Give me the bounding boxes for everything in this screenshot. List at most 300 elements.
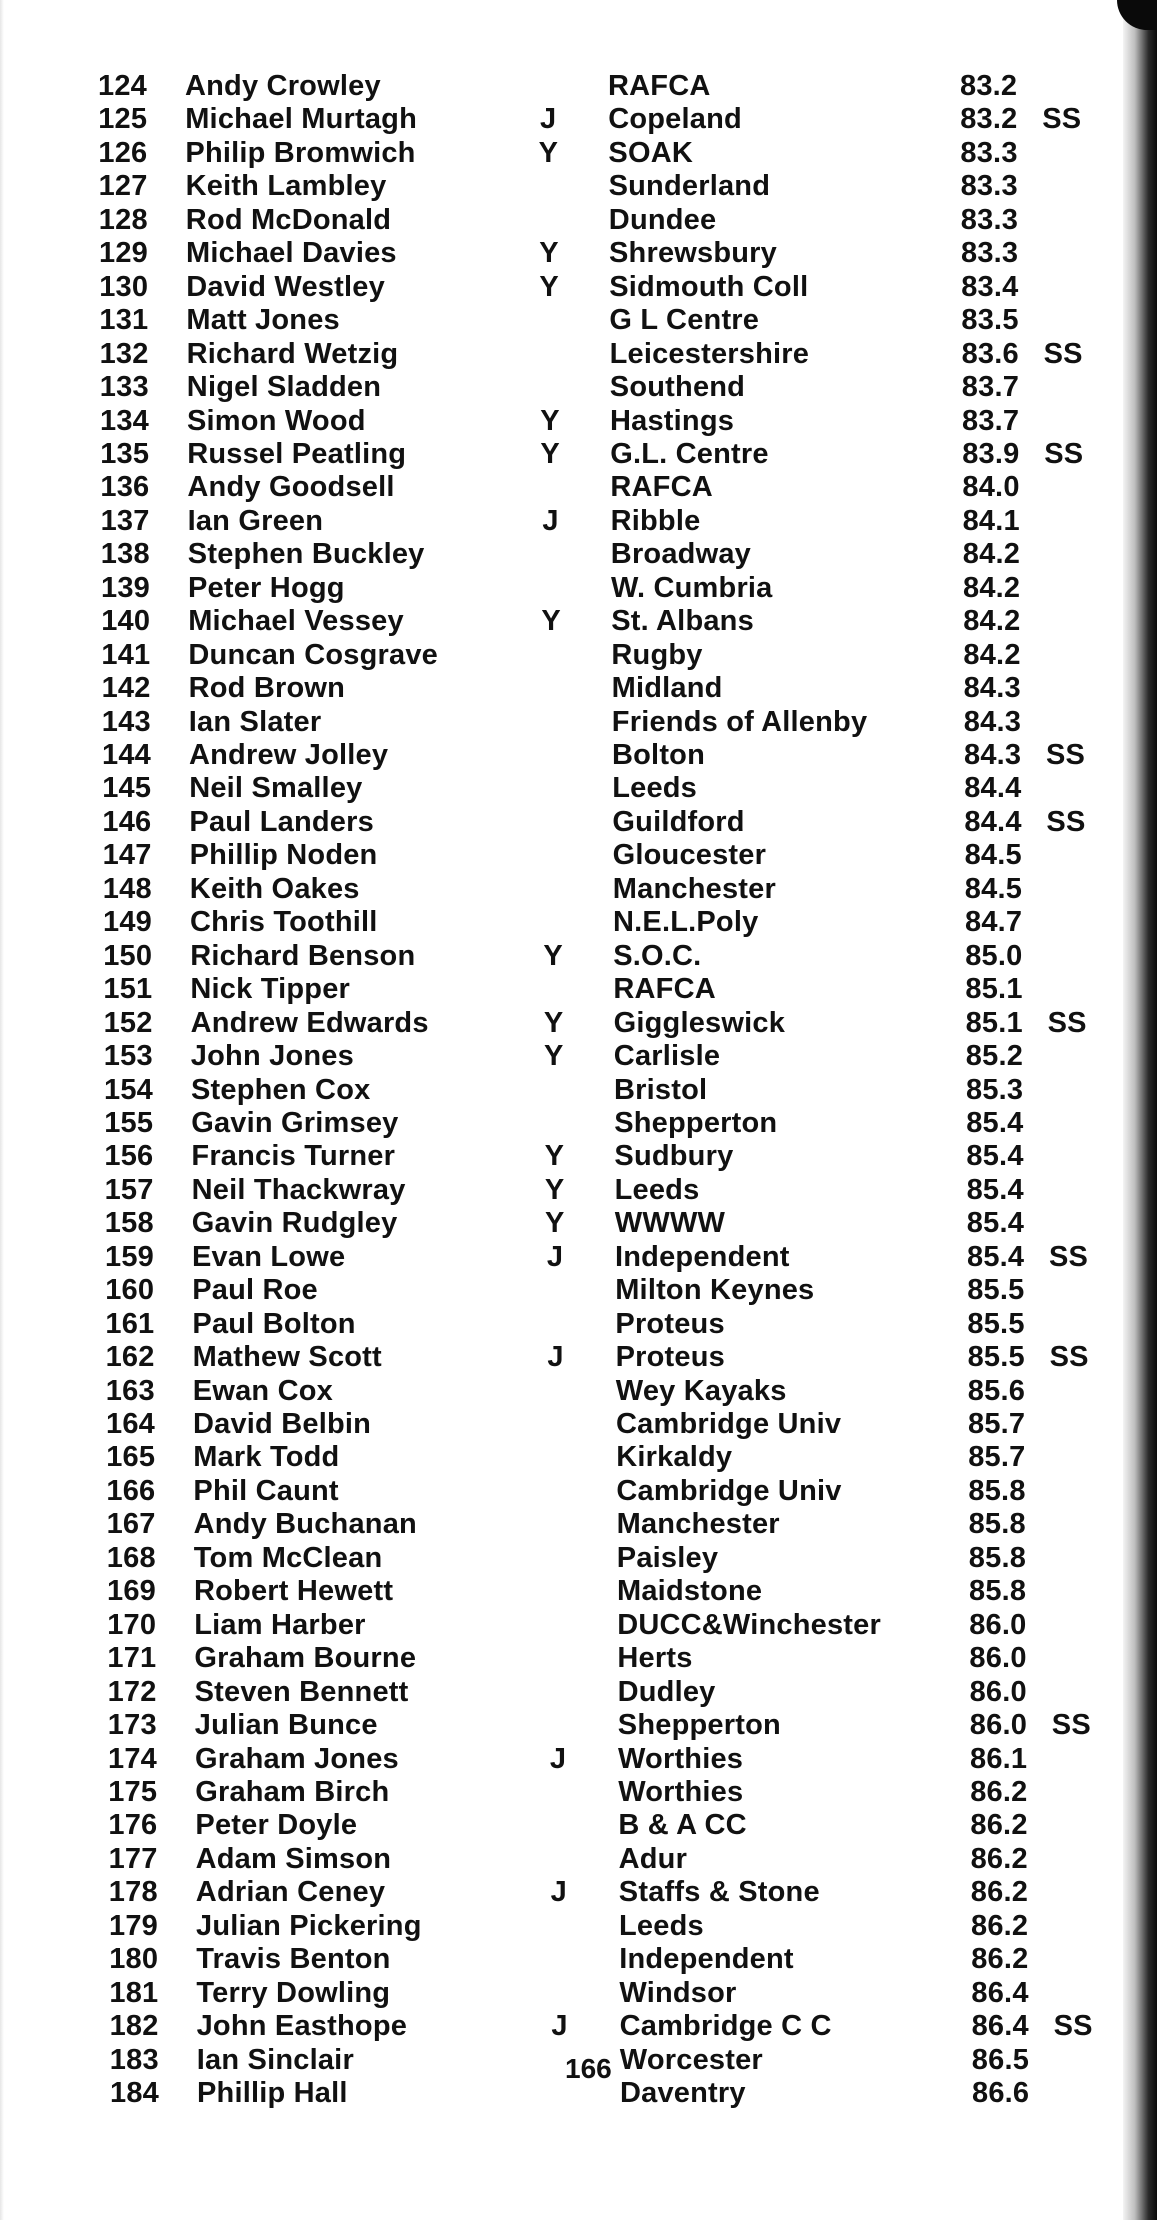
result-time: 84.1 [962,504,1020,537]
result-time: 83.3 [961,237,1019,270]
result-position: 156 [104,1140,154,1173]
club-name: Leeds [614,1173,700,1206]
result-row [1,271,1121,304]
result-time: 85.6 [967,1374,1026,1407]
result-position: 173 [107,1709,157,1742]
club-name: Staffs & Stone [618,1876,820,1909]
result-time: 85.8 [968,1474,1026,1507]
result-row [4,772,1124,805]
competitor-name: Graham Birch [195,1775,390,1808]
result-position: 181 [109,1976,159,2009]
result-row [7,1174,1127,1207]
result-position: 141 [101,638,151,671]
competitor-name: David Westley [186,270,385,303]
club-name: Rugby [611,638,703,671]
result-time: 84.3 [964,739,1022,771]
result-position: 152 [103,1006,153,1039]
result-time: 83.6 [961,337,1019,370]
age-category: J [542,504,559,537]
result-row [11,1977,1131,2010]
result-time: 85.4 [966,1207,1025,1240]
competitor-name: Ian Slater [188,705,322,738]
result-row [3,538,1123,571]
competitor-name: John Jones [190,1040,354,1073]
club-name: RAFCA [613,973,716,1006]
result-position: 136 [100,471,150,504]
competitor-name: Russel Peatling [187,437,407,470]
result-position: 139 [101,571,150,604]
club-name: Giggleswick [613,1006,786,1039]
competitor-name: Philip Bromwich [185,136,416,169]
result-row [3,639,1123,672]
competitor-name: Neil Smalley [189,772,363,805]
result-row [5,973,1125,1006]
result-time: 85.8 [968,1508,1026,1541]
competitor-name: Keith Oakes [189,872,360,905]
club-name: N.E.L.Poly [613,906,759,939]
age-category: Y [540,437,560,470]
result-position: 161 [105,1307,155,1340]
club-name: Manchester [612,872,776,905]
club-name: Windsor [619,1976,737,2009]
result-note: SS [1049,1240,1089,1273]
result-note: SS [1046,805,1086,838]
result-position: 134 [100,404,149,437]
age-category: Y [545,1207,565,1240]
result-time: 85.7 [968,1441,1026,1474]
competitor-name: Tom McClean [193,1541,383,1574]
result-time: 86.4 [971,2010,1029,2043]
result-time: 86.0 [969,1709,1028,1742]
club-name: Cambridge Univ [616,1474,842,1507]
result-position: 150 [103,939,153,972]
competitor-name: Francis Turner [191,1140,396,1173]
result-row [1,170,1121,203]
result-time: 85.8 [969,1575,1027,1608]
result-position: 180 [109,1943,159,1976]
age-category: J [549,1742,567,1775]
result-row [2,371,1122,404]
club-name: Proteus [615,1307,725,1340]
club-name: Adur [618,1842,688,1875]
club-name: G L Centre [609,304,760,337]
result-note: SS [1047,1006,1087,1039]
result-position: 149 [103,906,152,939]
age-category: Y [543,939,563,972]
club-name: RAFCA [608,70,711,102]
result-position: 147 [102,839,152,872]
result-row [1,304,1121,337]
result-row [3,505,1123,538]
club-name: Manchester [616,1508,780,1541]
competitor-name: Ewan Cox [192,1374,333,1407]
result-position: 146 [102,805,152,838]
result-time: 85.4 [966,1106,1024,1139]
competitor-name: Andrew Jolley [189,739,389,771]
competitor-name: John Easthope [196,2010,408,2043]
result-row [11,1876,1131,1909]
competitor-name: Travis Benton [196,1943,391,1976]
competitor-name: Graham Bourne [194,1642,417,1675]
competitor-name: Matt Jones [186,304,340,337]
result-time: 83.2 [960,103,1018,136]
result-position: 153 [103,1040,153,1073]
competitor-name: Ian Sinclair [196,2043,354,2076]
competitor-name: David Belbin [193,1408,372,1440]
result-row [8,1408,1128,1441]
club-name: Independent [619,1943,794,1976]
result-time: 86.2 [971,1943,1029,1976]
result-row [11,1910,1131,1943]
competitor-name: Andy Crowley [185,70,381,102]
result-time: 86.0 [969,1642,1027,1675]
result-time: 84.2 [963,605,1021,638]
result-row [8,1441,1128,1474]
result-note: SS [1051,1709,1091,1742]
result-time: 84.5 [964,872,1023,905]
club-name: Worthies [618,1742,744,1775]
result-row [7,1241,1127,1274]
result-row [6,1007,1126,1040]
competitor-name: Ian Green [187,504,324,537]
result-row [2,438,1122,471]
page-number: 166 [565,2053,612,2084]
competitor-name: Adrian Ceney [195,1876,386,1909]
result-time: 86.0 [969,1675,1027,1708]
result-position: 178 [108,1876,158,1909]
competitor-name: Andy Goodsell [187,471,395,504]
result-time: 86.2 [970,1809,1028,1842]
result-position: 125 [98,103,148,136]
club-name: Gloucester [612,839,767,872]
club-name: Guildford [612,805,745,838]
club-name: Paisley [616,1541,719,1574]
age-category: J [546,1240,564,1273]
competitor-name: Michael Murtagh [185,103,418,136]
result-time: 85.2 [965,1040,1024,1073]
result-position: 142 [101,672,151,705]
result-row [2,471,1122,504]
club-name: Ribble [610,504,701,537]
competitor-name: Graham Jones [195,1742,399,1775]
competitor-name: Mark Todd [193,1441,340,1474]
result-position: 159 [105,1240,154,1273]
result-position: 160 [105,1274,155,1307]
result-time: 85.0 [965,939,1023,972]
competitor-name: Peter Hogg [188,571,345,604]
result-row [6,1107,1126,1140]
club-name: Carlisle [613,1040,721,1073]
result-position: 174 [108,1742,157,1775]
result-row [7,1207,1127,1240]
result-note: SS [1042,103,1082,136]
result-position: 133 [99,371,149,404]
club-name: Leicestershire [609,337,810,370]
result-time: 84.4 [964,805,1022,838]
club-name: Dudley [617,1675,716,1708]
age-category: J [540,103,557,136]
result-position: 177 [108,1842,158,1875]
result-position: 130 [99,270,149,303]
competitor-name: Terry Dowling [196,1976,391,2009]
competitor-name: Gavin Grimsey [191,1106,399,1139]
result-row [2,338,1122,371]
result-position: 140 [101,605,151,638]
age-category: Y [539,270,559,303]
result-time: 84.7 [965,906,1023,939]
result-position: 126 [98,136,148,169]
result-row [10,1776,1130,1809]
result-row [7,1308,1127,1341]
result-position: 135 [100,437,150,470]
result-row [10,1709,1130,1742]
competitor-name: Mathew Scott [192,1341,382,1374]
result-position: 145 [102,772,152,805]
competitor-name: Adam Simson [195,1842,392,1875]
result-position: 124 [98,70,147,102]
club-name: Wey Kayaks [615,1374,787,1407]
competitor-name: Peter Doyle [195,1809,358,1842]
result-time: 84.5 [964,839,1022,872]
competitor-name: Simon Wood [187,404,366,437]
result-time: 83.3 [960,203,1019,236]
result-row [6,1074,1126,1107]
result-row [6,1140,1126,1173]
result-row [8,1475,1128,1508]
result-row [8,1341,1128,1374]
competitor-name: Evan Lowe [192,1240,346,1273]
result-position: 175 [108,1775,158,1808]
result-position: 148 [102,872,152,905]
result-position: 172 [107,1675,157,1708]
result-position: 183 [109,2043,159,2076]
result-row [11,1943,1131,1976]
result-time: 85.5 [967,1274,1025,1307]
result-position: 176 [108,1809,158,1842]
result-position: 166 [106,1474,156,1507]
club-name: Daventry [620,2077,746,2109]
club-name: Friends of Allenby [611,705,868,738]
competitor-name: Julian Bunce [194,1709,378,1742]
result-row [12,2010,1132,2043]
club-name: Sunderland [608,170,771,203]
result-row [11,1843,1131,1876]
result-row [1,204,1121,237]
result-position: 143 [101,705,151,738]
result-time: 83.4 [961,270,1019,303]
result-note: SS [1053,2010,1093,2043]
competitor-name: Keith Lambley [185,170,387,203]
result-row [3,605,1123,638]
result-position: 154 [104,1073,153,1106]
result-time: 86.2 [971,1909,1029,1942]
club-name: Dundee [608,203,717,236]
result-position: 167 [106,1508,156,1541]
result-note: SS [1044,437,1084,470]
result-position: 127 [98,170,148,203]
competitor-name: Rod Brown [188,672,346,705]
club-name: Milton Keynes [615,1274,815,1307]
result-position: 169 [107,1575,156,1608]
club-name: RAFCA [610,471,713,504]
result-position: 131 [99,304,149,337]
club-name: Sudbury [614,1140,734,1173]
result-row [7,1274,1127,1307]
result-time: 86.4 [971,1976,1029,2009]
result-time: 84.2 [962,538,1021,571]
result-time: 83.7 [962,404,1020,437]
age-category: Y [538,136,559,169]
result-position: 128 [98,203,148,236]
club-name: Kirkaldy [616,1441,733,1474]
result-row [4,806,1124,839]
club-name: Proteus [615,1341,725,1374]
result-time: 83.7 [961,371,1020,404]
result-time: 85.4 [966,1140,1024,1173]
age-category: Y [544,1040,564,1073]
result-time: 86.2 [970,1842,1028,1875]
result-time: 85.5 [967,1341,1025,1374]
result-note: SS [1043,337,1083,370]
age-category: J [550,1876,567,1909]
result-row [2,405,1122,438]
competitor-name: Nick Tipper [190,973,351,1006]
result-time: 83.9 [962,437,1020,470]
result-position: 157 [104,1173,154,1206]
result-time: 85.4 [967,1240,1025,1273]
competitor-name: Stephen Buckley [187,538,425,571]
club-name: W. Cumbria [611,571,773,604]
club-name: Worcester [619,2043,763,2076]
club-name: Broadway [610,538,752,571]
result-position: 155 [104,1106,154,1139]
competitor-name: Duncan Cosgrave [188,638,438,671]
result-position: 179 [109,1909,158,1942]
age-category: Y [543,1006,564,1039]
result-row [5,906,1125,939]
result-row [5,940,1125,973]
result-row [9,1508,1129,1541]
result-position: 164 [106,1408,155,1440]
result-position: 165 [106,1441,156,1474]
result-row [8,1375,1128,1408]
result-time: 85.7 [968,1408,1026,1440]
competitor-name: Andrew Edwards [190,1006,429,1039]
result-position: 144 [102,739,151,771]
competitor-name: Neil Thackwray [191,1173,406,1206]
club-name: St. Albans [611,605,754,638]
club-name: Hastings [610,404,735,437]
club-name: Shrewsbury [609,237,777,270]
competitor-name: Michael Vessey [188,605,404,638]
result-note: SS [1049,1341,1089,1374]
result-time: 86.6 [972,2077,1030,2109]
result-position: 151 [103,973,153,1006]
club-name: SOAK [608,136,693,169]
age-category: Y [540,404,560,437]
result-time: 85.5 [967,1307,1025,1340]
result-time: 83.5 [961,304,1019,337]
result-time: 85.1 [965,973,1023,1006]
result-row [9,1575,1129,1608]
result-time: 84.4 [964,772,1022,805]
competitor-name: Rod McDonald [185,203,392,236]
result-time: 84.2 [963,638,1021,671]
result-time: 85.8 [968,1541,1027,1574]
club-name: Leeds [619,1909,704,1942]
club-name: Cambridge C C [619,2010,832,2043]
result-row [3,572,1123,605]
age-category: Y [544,1173,565,1206]
competitor-name: Paul Roe [192,1274,318,1307]
club-name: Bolton [612,739,706,771]
competitor-name: Stephen Cox [191,1073,371,1106]
result-position: 158 [104,1207,154,1240]
result-time: 86.2 [970,1876,1029,1909]
club-name: Worthies [618,1775,744,1808]
result-position: 168 [106,1541,156,1574]
result-row [9,1642,1129,1675]
result-position: 171 [107,1642,157,1675]
club-name: Cambridge Univ [616,1408,842,1440]
club-name: DUCC&Winchester [617,1608,881,1641]
club-name: B & A CC [618,1809,747,1842]
result-time: 83.2 [960,70,1018,102]
club-name: Herts [617,1642,693,1675]
club-name: Sidmouth Coll [609,270,809,303]
club-name: WWWW [614,1207,726,1240]
age-category: J [551,2010,568,2043]
competitor-name: Julian Pickering [196,1909,422,1942]
age-category: Y [541,605,561,638]
result-note: SS [1046,739,1086,771]
competitor-name: Chris Toothill [190,906,378,939]
result-row [9,1542,1129,1575]
result-row [10,1809,1130,1842]
club-name: Independent [615,1240,790,1273]
result-time: 84.2 [963,571,1021,604]
result-time: 83.3 [960,136,1018,169]
result-time: 86.5 [971,2043,1030,2076]
competitor-name: Phil Caunt [193,1474,339,1507]
competitor-name: Andy Buchanan [193,1508,417,1541]
competitor-name: Liam Harber [194,1608,366,1641]
result-time: 85.3 [966,1073,1024,1106]
result-time: 83.3 [960,170,1018,203]
competitor-name: Steven Bennett [194,1675,409,1708]
result-position: 129 [99,237,148,270]
result-position: 138 [100,538,150,571]
result-row [5,873,1125,906]
competitor-name: Michael Davies [186,237,397,270]
result-time: 86.0 [969,1608,1027,1641]
result-row [4,706,1124,739]
competitor-name: Richard Wetzig [186,337,399,370]
result-row [10,1743,1130,1776]
result-position: 132 [99,337,149,370]
competitor-name: Phillip Hall [197,2077,348,2109]
result-row [0,137,1120,170]
result-position: 170 [107,1608,157,1641]
result-position: 163 [105,1374,155,1407]
competitor-name: Paul Landers [189,805,374,838]
club-name: Southend [609,371,746,404]
result-position: 182 [109,2010,159,2043]
club-name: G.L. Centre [610,437,769,470]
club-name: Maidstone [617,1575,763,1608]
result-time: 84.0 [962,471,1020,504]
club-name: S.O.C. [613,939,702,972]
